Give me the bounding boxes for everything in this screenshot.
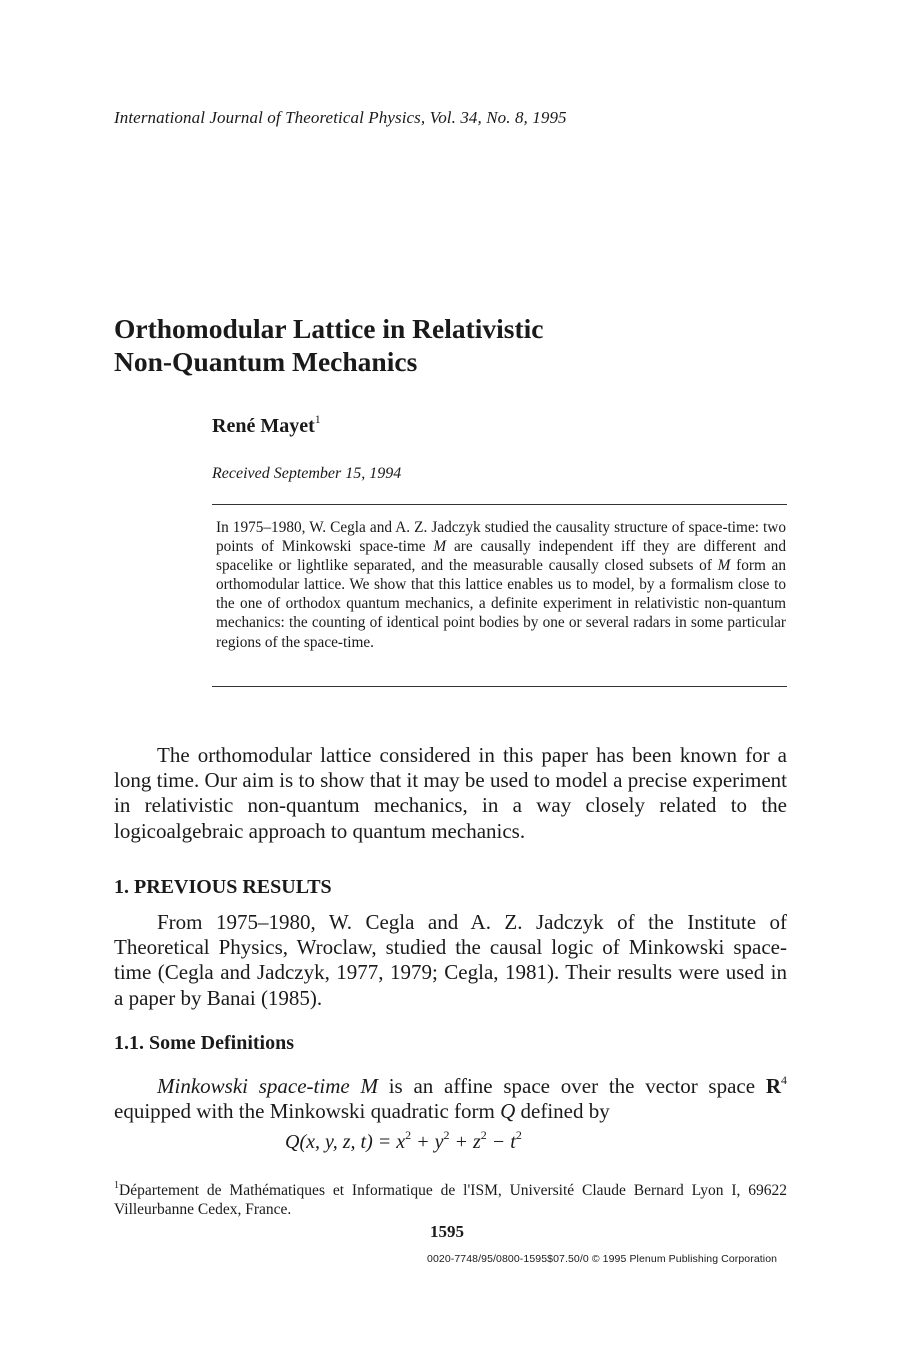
vector-space-symbol: R bbox=[765, 1074, 781, 1098]
equation-term: − t bbox=[486, 1131, 516, 1153]
equation-lhs: Q(x, y, z, t) = x bbox=[285, 1131, 406, 1153]
abstract bbox=[216, 518, 786, 652]
title-line-2: Non-Quantum Mechanics bbox=[114, 346, 418, 377]
section-heading: 1. PREVIOUS RESULTS bbox=[114, 876, 332, 898]
definition-paragraph bbox=[114, 1068, 787, 1124]
author bbox=[212, 412, 321, 438]
exponent: 2 bbox=[443, 1128, 450, 1142]
footnote-text: Département de Mathématiques et Informatique de l'ISM, Université Claude Bernard Lyon I, 69622 Villeurbanne Cedex, France. bbox=[114, 1182, 787, 1218]
equation bbox=[285, 1128, 522, 1154]
definition-text: defined by bbox=[515, 1099, 610, 1124]
definition-text: is an affine space over the vector space bbox=[377, 1074, 766, 1098]
exponent: 2 bbox=[480, 1128, 487, 1142]
subsection-heading: 1.1. Some Definitions bbox=[114, 1032, 294, 1054]
abstract-text-1: In 1975–1980, W. Cegla and A. Z. Jadczyk studied the causality structure of space-time: two points of Minkowski space-time bbox=[216, 519, 786, 556]
definition-text: equipped with the Minkowski quadratic form bbox=[114, 1099, 501, 1124]
abstract-top-rule bbox=[212, 504, 787, 505]
author-footnote-marker: 1 bbox=[314, 412, 321, 426]
equation-term: + y bbox=[411, 1131, 444, 1153]
exponent: 2 bbox=[515, 1128, 522, 1142]
section1-paragraph bbox=[114, 910, 787, 1011]
intro-paragraph bbox=[114, 743, 787, 844]
journal-header: International Journal of Theoretical Physics, Vol. 34, No. 8, 1995 bbox=[114, 108, 567, 127]
footnote-marker: 1 bbox=[114, 1180, 119, 1191]
footnote bbox=[114, 1176, 787, 1219]
paper-title bbox=[114, 312, 794, 378]
abstract-symbol-m: M bbox=[717, 557, 731, 575]
section1-text: From 1975–1980, W. Cegla and A. Z. Jadczyk of the Institute of Theoretical Physics, Wroclaw, studied the causal logic of Minkowski space-time (Cegla and Jadczyk, 1977, 1979; Cegla, 1981). Their results were used in a paper by Banai (1985). bbox=[114, 910, 787, 1010]
quadratic-form-symbol: Q bbox=[500, 1099, 516, 1124]
intro-text: The orthomodular lattice considered in this paper has been known for a long time. Our aim is to show that it may be used to model a precise experiment in relativistic non-quantum mechanics, in a way closely related to the logicoalgebraic approach to quantum mechanics. bbox=[114, 743, 787, 843]
title-line-1: Orthomodular Lattice in Relativistic bbox=[114, 313, 544, 344]
vector-space-dimension: 4 bbox=[781, 1073, 787, 1087]
abstract-text-3: form an orthomodular lattice. We show that this lattice enables us to model, by a formalism close to the one of orthodox quantum mechanics, a definite experiment in relativistic non-quantum mechanics: the counting of identical point bodies by one or several radars in some particular regions of the space-time. bbox=[216, 557, 786, 651]
author-name: René Mayet bbox=[212, 415, 315, 437]
received-date: Received September 15, 1994 bbox=[212, 465, 402, 482]
abstract-text-2: are causally independent iff they are different and spacelike or lightlike separated, and the measurable causally closed subsets of bbox=[216, 538, 786, 575]
equation-term: + z bbox=[449, 1131, 481, 1153]
copyright-line: 0020-7748/95/0800-1595$07.50/0 © 1995 Plenum Publishing Corporation bbox=[427, 1253, 778, 1265]
abstract-bottom-rule bbox=[212, 686, 787, 687]
exponent: 2 bbox=[405, 1128, 412, 1142]
abstract-symbol-m: M bbox=[433, 538, 447, 556]
definition-term: Minkowski space-time M bbox=[157, 1074, 378, 1098]
page-number: 1595 bbox=[430, 1222, 464, 1241]
